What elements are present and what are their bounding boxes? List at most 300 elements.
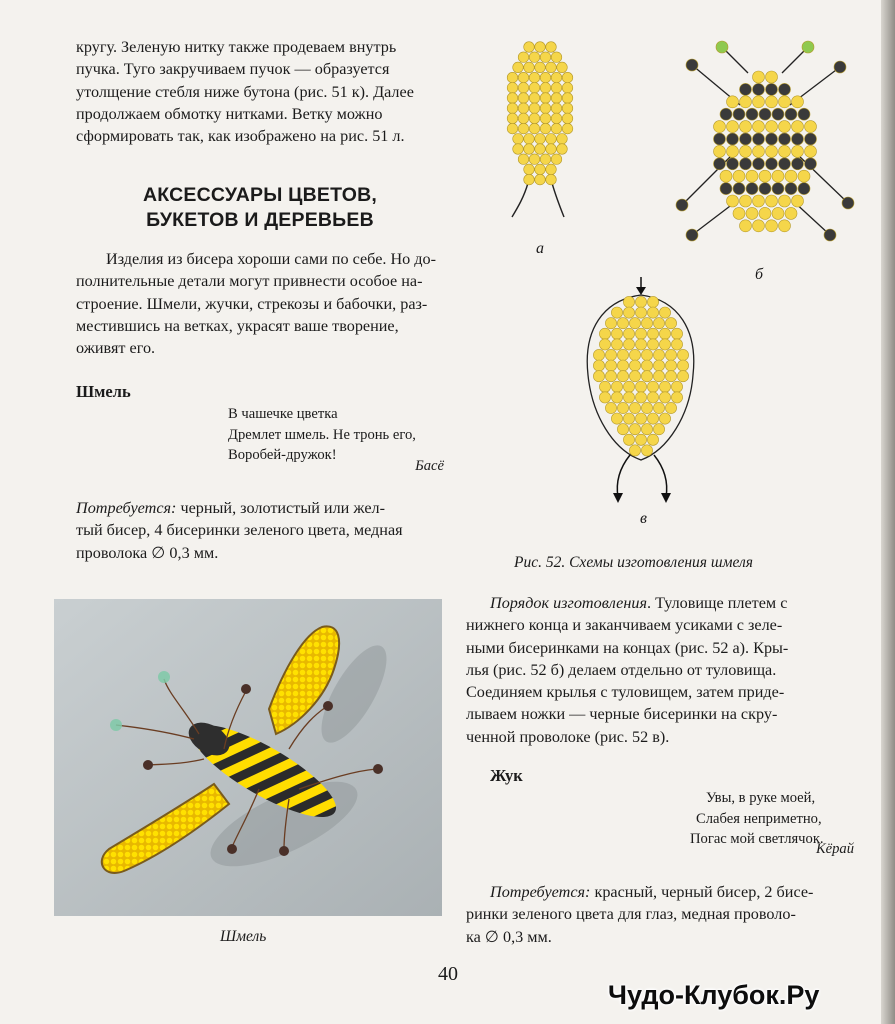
bead bbox=[635, 307, 646, 318]
section-line: строение. Шмели, жучки, стрекозы и бабочки, раз- bbox=[76, 294, 428, 313]
needs-line: ринки зеленого цвета для глаз, медная проволо- bbox=[466, 905, 796, 924]
bead bbox=[562, 93, 573, 104]
bead bbox=[557, 62, 568, 73]
bead bbox=[562, 113, 573, 124]
bead bbox=[792, 195, 804, 207]
bead bbox=[740, 158, 752, 170]
heading-line: БУКЕТОВ И ДЕРЕВЬЕВ bbox=[146, 209, 374, 231]
poem-line: Воробей-дружок! bbox=[228, 447, 337, 463]
bead bbox=[635, 413, 646, 424]
intro-line: продолжаем обмотку нитками. Ветку можно bbox=[76, 104, 383, 123]
bead bbox=[546, 174, 557, 185]
bead bbox=[551, 83, 562, 94]
bead bbox=[623, 328, 634, 339]
bead bbox=[540, 123, 551, 134]
bead bbox=[653, 318, 664, 329]
bead bbox=[629, 371, 640, 382]
bead bbox=[540, 93, 551, 104]
bead bbox=[617, 360, 628, 371]
bead bbox=[507, 83, 518, 94]
section-line: местившись на ветках, украсят ваше творение, bbox=[76, 316, 399, 335]
bead bbox=[529, 154, 540, 165]
needs-line bbox=[76, 497, 444, 519]
diagram-v-label: в bbox=[640, 510, 647, 527]
bead bbox=[746, 108, 758, 120]
bead bbox=[792, 121, 804, 133]
bead bbox=[535, 62, 546, 73]
bead bbox=[779, 158, 791, 170]
bead bbox=[599, 392, 610, 403]
bead bbox=[641, 424, 652, 435]
bead bbox=[599, 339, 610, 350]
bead bbox=[785, 108, 797, 120]
procedure-line: нижнего конца и заканчиваем усиками с зеле- bbox=[466, 616, 783, 635]
bead bbox=[647, 381, 658, 392]
bead bbox=[766, 71, 778, 83]
bead bbox=[599, 381, 610, 392]
bead bbox=[740, 96, 752, 108]
bead bbox=[524, 174, 535, 185]
bead bbox=[635, 339, 646, 350]
bead bbox=[753, 71, 765, 83]
bead bbox=[665, 360, 676, 371]
diagram-b-wings bbox=[670, 35, 860, 250]
bead bbox=[653, 424, 664, 435]
procedure-line: ченной проволоке (рис. 52 в). bbox=[466, 727, 670, 746]
bead bbox=[623, 339, 634, 350]
bead bbox=[759, 170, 771, 182]
needs-line bbox=[466, 881, 852, 903]
bead bbox=[529, 72, 540, 83]
bead bbox=[733, 207, 745, 219]
bead bbox=[727, 145, 739, 157]
bead bbox=[617, 349, 628, 360]
bead bbox=[629, 424, 640, 435]
bead bbox=[792, 96, 804, 108]
bead bbox=[562, 72, 573, 83]
bead bbox=[677, 360, 688, 371]
bead bbox=[551, 72, 562, 83]
bead bbox=[641, 402, 652, 413]
bead bbox=[671, 328, 682, 339]
bead bbox=[647, 413, 658, 424]
bead bbox=[529, 113, 540, 124]
bead bbox=[792, 145, 804, 157]
bead bbox=[686, 229, 698, 241]
bead bbox=[753, 96, 765, 108]
bead bbox=[540, 113, 551, 124]
bead bbox=[540, 103, 551, 114]
bead bbox=[647, 434, 658, 445]
bead bbox=[720, 108, 732, 120]
bead bbox=[546, 164, 557, 175]
procedure-line: лья (рис. 52 б) делаем отдельно от туловища. bbox=[466, 660, 777, 679]
bead bbox=[671, 392, 682, 403]
bead bbox=[740, 133, 752, 145]
bead bbox=[753, 133, 765, 145]
bead bbox=[647, 296, 658, 307]
bead bbox=[540, 83, 551, 94]
bead bbox=[557, 144, 568, 155]
bead bbox=[727, 195, 739, 207]
bead bbox=[785, 183, 797, 195]
bead bbox=[524, 164, 535, 175]
bead bbox=[546, 42, 557, 53]
bead bbox=[671, 381, 682, 392]
bead bbox=[665, 349, 676, 360]
bead bbox=[653, 371, 664, 382]
bead bbox=[792, 158, 804, 170]
bead bbox=[513, 62, 524, 73]
bead bbox=[653, 402, 664, 413]
diagram-b-label: б bbox=[755, 266, 764, 283]
beetle-title: Жук bbox=[490, 766, 523, 785]
bead bbox=[727, 158, 739, 170]
bead bbox=[507, 72, 518, 83]
photo-caption: Шмель bbox=[220, 928, 267, 945]
section-line: Изделия из бисера хороши сами по себе. Но до- bbox=[106, 250, 437, 268]
bumblebee-photo bbox=[54, 599, 442, 916]
bead bbox=[513, 134, 524, 145]
site-watermark: Чудо-Клубок.Ру bbox=[608, 980, 820, 1010]
bead bbox=[524, 134, 535, 145]
bead bbox=[540, 72, 551, 83]
intro-line: утолщение стебля ниже бутона (рис. 51 к). Далее bbox=[76, 82, 414, 101]
needs-text: черный, золотистый или жел- bbox=[176, 499, 385, 517]
bead bbox=[647, 339, 658, 350]
bead bbox=[629, 318, 640, 329]
bead bbox=[507, 113, 518, 124]
bead bbox=[727, 133, 739, 145]
bead bbox=[766, 83, 778, 95]
bead bbox=[659, 413, 670, 424]
procedure-label: Порядок изготовления bbox=[490, 594, 648, 612]
bead bbox=[562, 83, 573, 94]
bead bbox=[665, 318, 676, 329]
bead bbox=[623, 413, 634, 424]
needs-line: ка ∅ 0,3 мм. bbox=[466, 927, 552, 946]
bead bbox=[647, 392, 658, 403]
intro-line: сформировать так, как изображено на рис. 51 л. bbox=[76, 127, 405, 146]
bead bbox=[641, 349, 652, 360]
poem-line: В чашечке цветка bbox=[228, 406, 338, 422]
bead bbox=[785, 207, 797, 219]
bead bbox=[518, 154, 529, 165]
bead bbox=[557, 134, 568, 145]
page-number: 40 bbox=[438, 963, 458, 985]
bead bbox=[753, 121, 765, 133]
bead bbox=[753, 145, 765, 157]
bead bbox=[635, 434, 646, 445]
bead bbox=[671, 339, 682, 350]
bead bbox=[623, 307, 634, 318]
bead bbox=[562, 123, 573, 134]
procedure-paragraph bbox=[466, 592, 852, 748]
section-heading bbox=[76, 183, 444, 233]
needs-text: красный, черный бисер, 2 бисе- bbox=[590, 883, 814, 901]
bead bbox=[623, 434, 634, 445]
diagram-a-body bbox=[490, 35, 600, 220]
bead bbox=[714, 145, 726, 157]
bead bbox=[535, 42, 546, 53]
bead bbox=[524, 62, 535, 73]
bead bbox=[733, 183, 745, 195]
bead bbox=[659, 339, 670, 350]
bead bbox=[605, 402, 616, 413]
bead bbox=[714, 158, 726, 170]
bead bbox=[629, 445, 640, 456]
bead bbox=[623, 381, 634, 392]
bead bbox=[753, 195, 765, 207]
bead bbox=[605, 318, 616, 329]
bead bbox=[518, 72, 529, 83]
bead bbox=[753, 158, 765, 170]
bead bbox=[772, 108, 784, 120]
bead bbox=[518, 93, 529, 104]
bead bbox=[507, 103, 518, 114]
heading-line: АКСЕССУАРЫ ЦВЕТОВ, bbox=[142, 184, 377, 206]
bead bbox=[766, 121, 778, 133]
bead bbox=[546, 144, 557, 155]
bead bbox=[653, 349, 664, 360]
bead bbox=[766, 145, 778, 157]
bead bbox=[540, 52, 551, 63]
bead bbox=[535, 164, 546, 175]
bead bbox=[802, 41, 814, 53]
bead bbox=[524, 42, 535, 53]
bead bbox=[766, 195, 778, 207]
procedure-line bbox=[466, 592, 852, 614]
bead bbox=[611, 392, 622, 403]
section-line: полнительные детали могут привнести особое на- bbox=[76, 272, 423, 291]
poem-line: Слабея неприметно, bbox=[696, 810, 822, 827]
bead bbox=[507, 123, 518, 134]
bead bbox=[513, 144, 524, 155]
bead bbox=[727, 96, 739, 108]
bead bbox=[605, 349, 616, 360]
beetle-needs bbox=[466, 881, 852, 948]
bead bbox=[551, 154, 562, 165]
bead bbox=[659, 307, 670, 318]
bead bbox=[635, 328, 646, 339]
bead bbox=[798, 170, 810, 182]
bead bbox=[593, 360, 604, 371]
bead bbox=[659, 328, 670, 339]
bead bbox=[805, 121, 817, 133]
bead bbox=[529, 83, 540, 94]
bead bbox=[766, 158, 778, 170]
bead bbox=[617, 402, 628, 413]
bead bbox=[535, 144, 546, 155]
bead bbox=[753, 220, 765, 232]
bead bbox=[779, 195, 791, 207]
bead bbox=[659, 381, 670, 392]
bead bbox=[641, 360, 652, 371]
intro-paragraph bbox=[76, 36, 444, 147]
bead bbox=[605, 360, 616, 371]
bead bbox=[629, 349, 640, 360]
bead bbox=[720, 170, 732, 182]
bead bbox=[518, 83, 529, 94]
bead bbox=[805, 145, 817, 157]
bead bbox=[746, 170, 758, 182]
bead bbox=[759, 183, 771, 195]
bead bbox=[753, 83, 765, 95]
bead bbox=[798, 108, 810, 120]
bead bbox=[779, 145, 791, 157]
poem-line: Дремлет шмель. Не тронь его, bbox=[228, 426, 416, 443]
bead bbox=[792, 133, 804, 145]
bead bbox=[635, 392, 646, 403]
section-line: оживят его. bbox=[76, 339, 156, 358]
bead bbox=[611, 381, 622, 392]
bead bbox=[653, 360, 664, 371]
bead bbox=[546, 62, 557, 73]
bead bbox=[759, 207, 771, 219]
bead bbox=[740, 220, 752, 232]
bead bbox=[617, 318, 628, 329]
bead bbox=[766, 133, 778, 145]
bumblebee-title: Шмель bbox=[76, 382, 131, 401]
bead bbox=[733, 170, 745, 182]
bead bbox=[611, 307, 622, 318]
bead bbox=[740, 83, 752, 95]
bead bbox=[740, 121, 752, 133]
bead bbox=[529, 93, 540, 104]
bead bbox=[842, 197, 854, 209]
needs-line: проволока ∅ 0,3 мм. bbox=[76, 543, 219, 562]
bead bbox=[665, 371, 676, 382]
bead bbox=[529, 123, 540, 134]
bead bbox=[629, 360, 640, 371]
page-edge-shadow bbox=[881, 0, 895, 1024]
bumblebee-poem bbox=[228, 404, 416, 466]
poem-line: Погас мой светлячок. bbox=[690, 831, 824, 847]
bead bbox=[727, 121, 739, 133]
needs-line: тый бисер, 4 бисеринки зеленого цвета, медная bbox=[76, 521, 403, 540]
bead bbox=[611, 413, 622, 424]
bead bbox=[759, 108, 771, 120]
bead bbox=[617, 424, 628, 435]
bead bbox=[733, 108, 745, 120]
bead bbox=[623, 296, 634, 307]
needs-label: Потребуется: bbox=[76, 499, 177, 517]
bead bbox=[716, 41, 728, 53]
bead bbox=[518, 103, 529, 114]
bead bbox=[686, 59, 698, 71]
bead bbox=[551, 113, 562, 124]
bead bbox=[551, 103, 562, 114]
bead bbox=[540, 154, 551, 165]
bead bbox=[605, 371, 616, 382]
bead bbox=[772, 170, 784, 182]
bead bbox=[635, 381, 646, 392]
bead bbox=[779, 133, 791, 145]
bead bbox=[535, 134, 546, 145]
bead bbox=[593, 371, 604, 382]
beetle-poem-author: Кёрай bbox=[815, 841, 854, 857]
bead bbox=[551, 52, 562, 63]
bead bbox=[593, 349, 604, 360]
bead bbox=[659, 392, 670, 403]
bead bbox=[611, 328, 622, 339]
bead bbox=[740, 145, 752, 157]
bead bbox=[647, 328, 658, 339]
procedure-text: . Туловище плетем с bbox=[647, 594, 788, 612]
bead bbox=[629, 402, 640, 413]
bead bbox=[518, 123, 529, 134]
procedure-line: лываем ножки — черные бисеринки на скру- bbox=[466, 705, 778, 724]
bead bbox=[641, 371, 652, 382]
bead bbox=[677, 349, 688, 360]
bead bbox=[834, 61, 846, 73]
bead bbox=[779, 121, 791, 133]
bead bbox=[677, 371, 688, 382]
bead bbox=[524, 144, 535, 155]
bead bbox=[635, 296, 646, 307]
bead bbox=[647, 307, 658, 318]
bead bbox=[529, 52, 540, 63]
procedure-line: Соединяем крылья с туловищем, затем приде- bbox=[466, 683, 785, 702]
bead bbox=[785, 170, 797, 182]
bead bbox=[551, 123, 562, 134]
bead bbox=[720, 183, 732, 195]
needs-label: Потребуется: bbox=[490, 883, 591, 901]
bead bbox=[611, 339, 622, 350]
curved-arrow-icon bbox=[617, 455, 666, 497]
bead bbox=[641, 318, 652, 329]
diagram-a-label: а bbox=[536, 240, 544, 257]
bead bbox=[805, 158, 817, 170]
bead bbox=[665, 402, 676, 413]
bead bbox=[551, 93, 562, 104]
intro-line: кругу. Зеленую нитку также продеваем внутрь bbox=[76, 38, 397, 56]
bead bbox=[599, 328, 610, 339]
poem-line: Увы, в руке моей, bbox=[706, 790, 816, 806]
bead bbox=[617, 371, 628, 382]
bead bbox=[766, 220, 778, 232]
bead bbox=[676, 199, 688, 211]
bead bbox=[518, 113, 529, 124]
diagram-v-assembly bbox=[578, 275, 708, 510]
bead bbox=[546, 134, 557, 145]
bead bbox=[518, 52, 529, 63]
bead bbox=[824, 229, 836, 241]
arrow-down-icon bbox=[636, 277, 646, 295]
bead bbox=[746, 207, 758, 219]
bumblebee-poem-author: Басё bbox=[415, 458, 444, 474]
figure-caption: Рис. 52. Схемы изготовления шмеля bbox=[514, 554, 753, 571]
bead bbox=[779, 83, 791, 95]
bead bbox=[772, 183, 784, 195]
bead bbox=[535, 174, 546, 185]
bead bbox=[714, 133, 726, 145]
section-paragraph bbox=[76, 248, 444, 359]
bead bbox=[562, 103, 573, 114]
bead bbox=[507, 93, 518, 104]
bead bbox=[805, 133, 817, 145]
bead bbox=[779, 220, 791, 232]
bead bbox=[740, 195, 752, 207]
procedure-line: ными бисеринками на концах (рис. 52 а). Кры- bbox=[466, 638, 789, 657]
bead bbox=[779, 96, 791, 108]
bead bbox=[746, 183, 758, 195]
bead bbox=[772, 207, 784, 219]
bumblebee-needs bbox=[76, 497, 444, 564]
bead bbox=[529, 103, 540, 114]
intro-line: пучка. Туго закручиваем пучок — образуется bbox=[76, 60, 390, 79]
bead bbox=[641, 445, 652, 456]
